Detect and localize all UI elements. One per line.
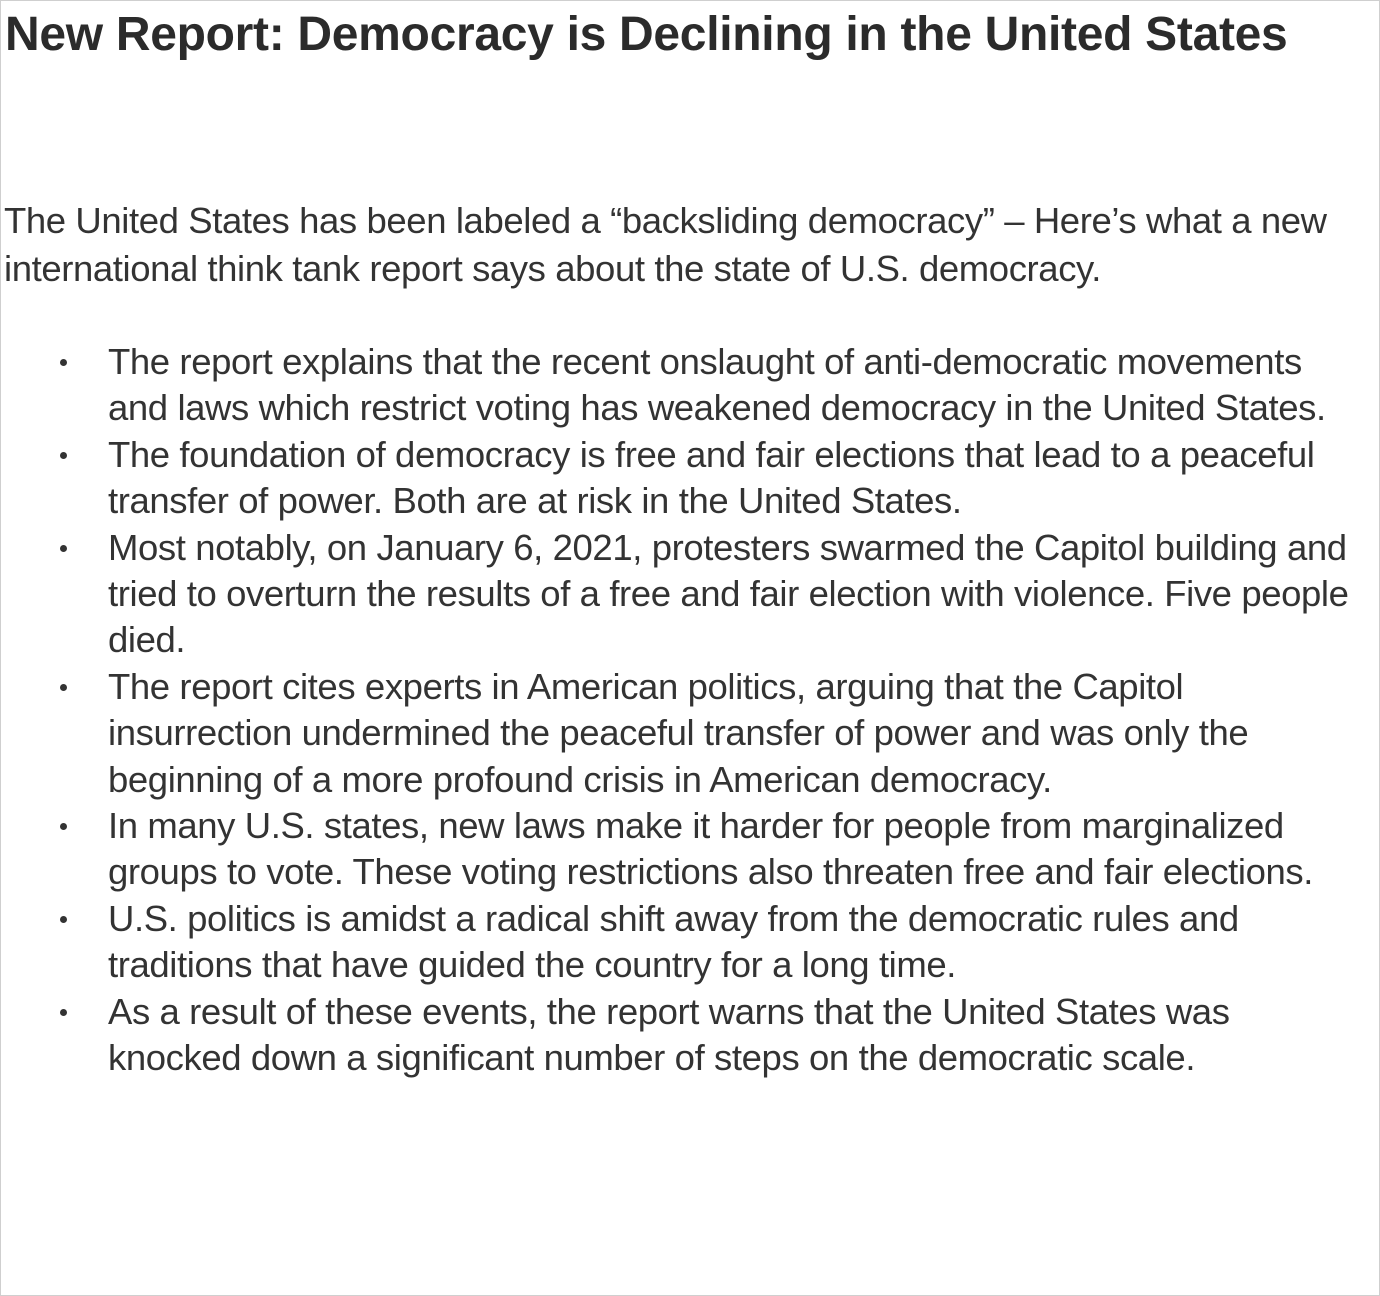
list-item	[1, 339, 1379, 432]
list-item-text: The report cites experts in American politics, arguing that the Capitol insurrection undermined the peaceful transfer of power and was only the beginning of a more profound crisis in American democracy.	[108, 665, 1249, 800]
list-item-text: Most notably, on January 6, 2021, protesters swarmed the Capitol building and tried to overturn the results of a free and fair election with violence. Five people died.	[108, 526, 1349, 661]
list-item-text: U.S. politics is amidst a radical shift away from the democratic rules and traditions that have guided the country for a long time.	[108, 897, 1239, 986]
list-item	[1, 525, 1379, 664]
list-item	[1, 803, 1379, 896]
list-item	[1, 432, 1379, 525]
list-item-text: In many U.S. states, new laws make it harder for people from marginalized groups to vote. These voting restrictions also threaten free and fair elections.	[108, 805, 1313, 893]
bullet-icon	[60, 1009, 67, 1016]
bullet-icon	[60, 452, 67, 459]
list-item	[1, 896, 1379, 989]
page-title: New Report: Democracy is Declining in the United States	[5, 8, 1288, 61]
bullet-icon	[60, 359, 67, 366]
bullet-icon	[60, 823, 67, 830]
bullet-icon	[60, 684, 67, 691]
list-item-text: The report explains that the recent onslaught of anti-democratic movements and laws which restrict voting has weakened democracy in the United States.	[108, 341, 1326, 429]
list-item-text: The foundation of democracy is free and fair elections that lead to a peaceful transfer of power. Both are at risk in the United States.	[108, 433, 1315, 522]
intro-paragraph: The United States has been labeled a “backsliding democracy” – Here’s what a new international think tank report says about the state of U.S. democracy.	[4, 200, 1327, 289]
list-item	[1, 664, 1379, 803]
list-item	[1, 989, 1379, 1082]
bullet-icon	[60, 916, 67, 923]
bullet-list	[1, 339, 1379, 1082]
list-item-text: As a result of these events, the report warns that the United States was knocked down a significant number of steps on the democratic scale.	[108, 990, 1230, 1079]
bullet-icon	[60, 545, 67, 552]
